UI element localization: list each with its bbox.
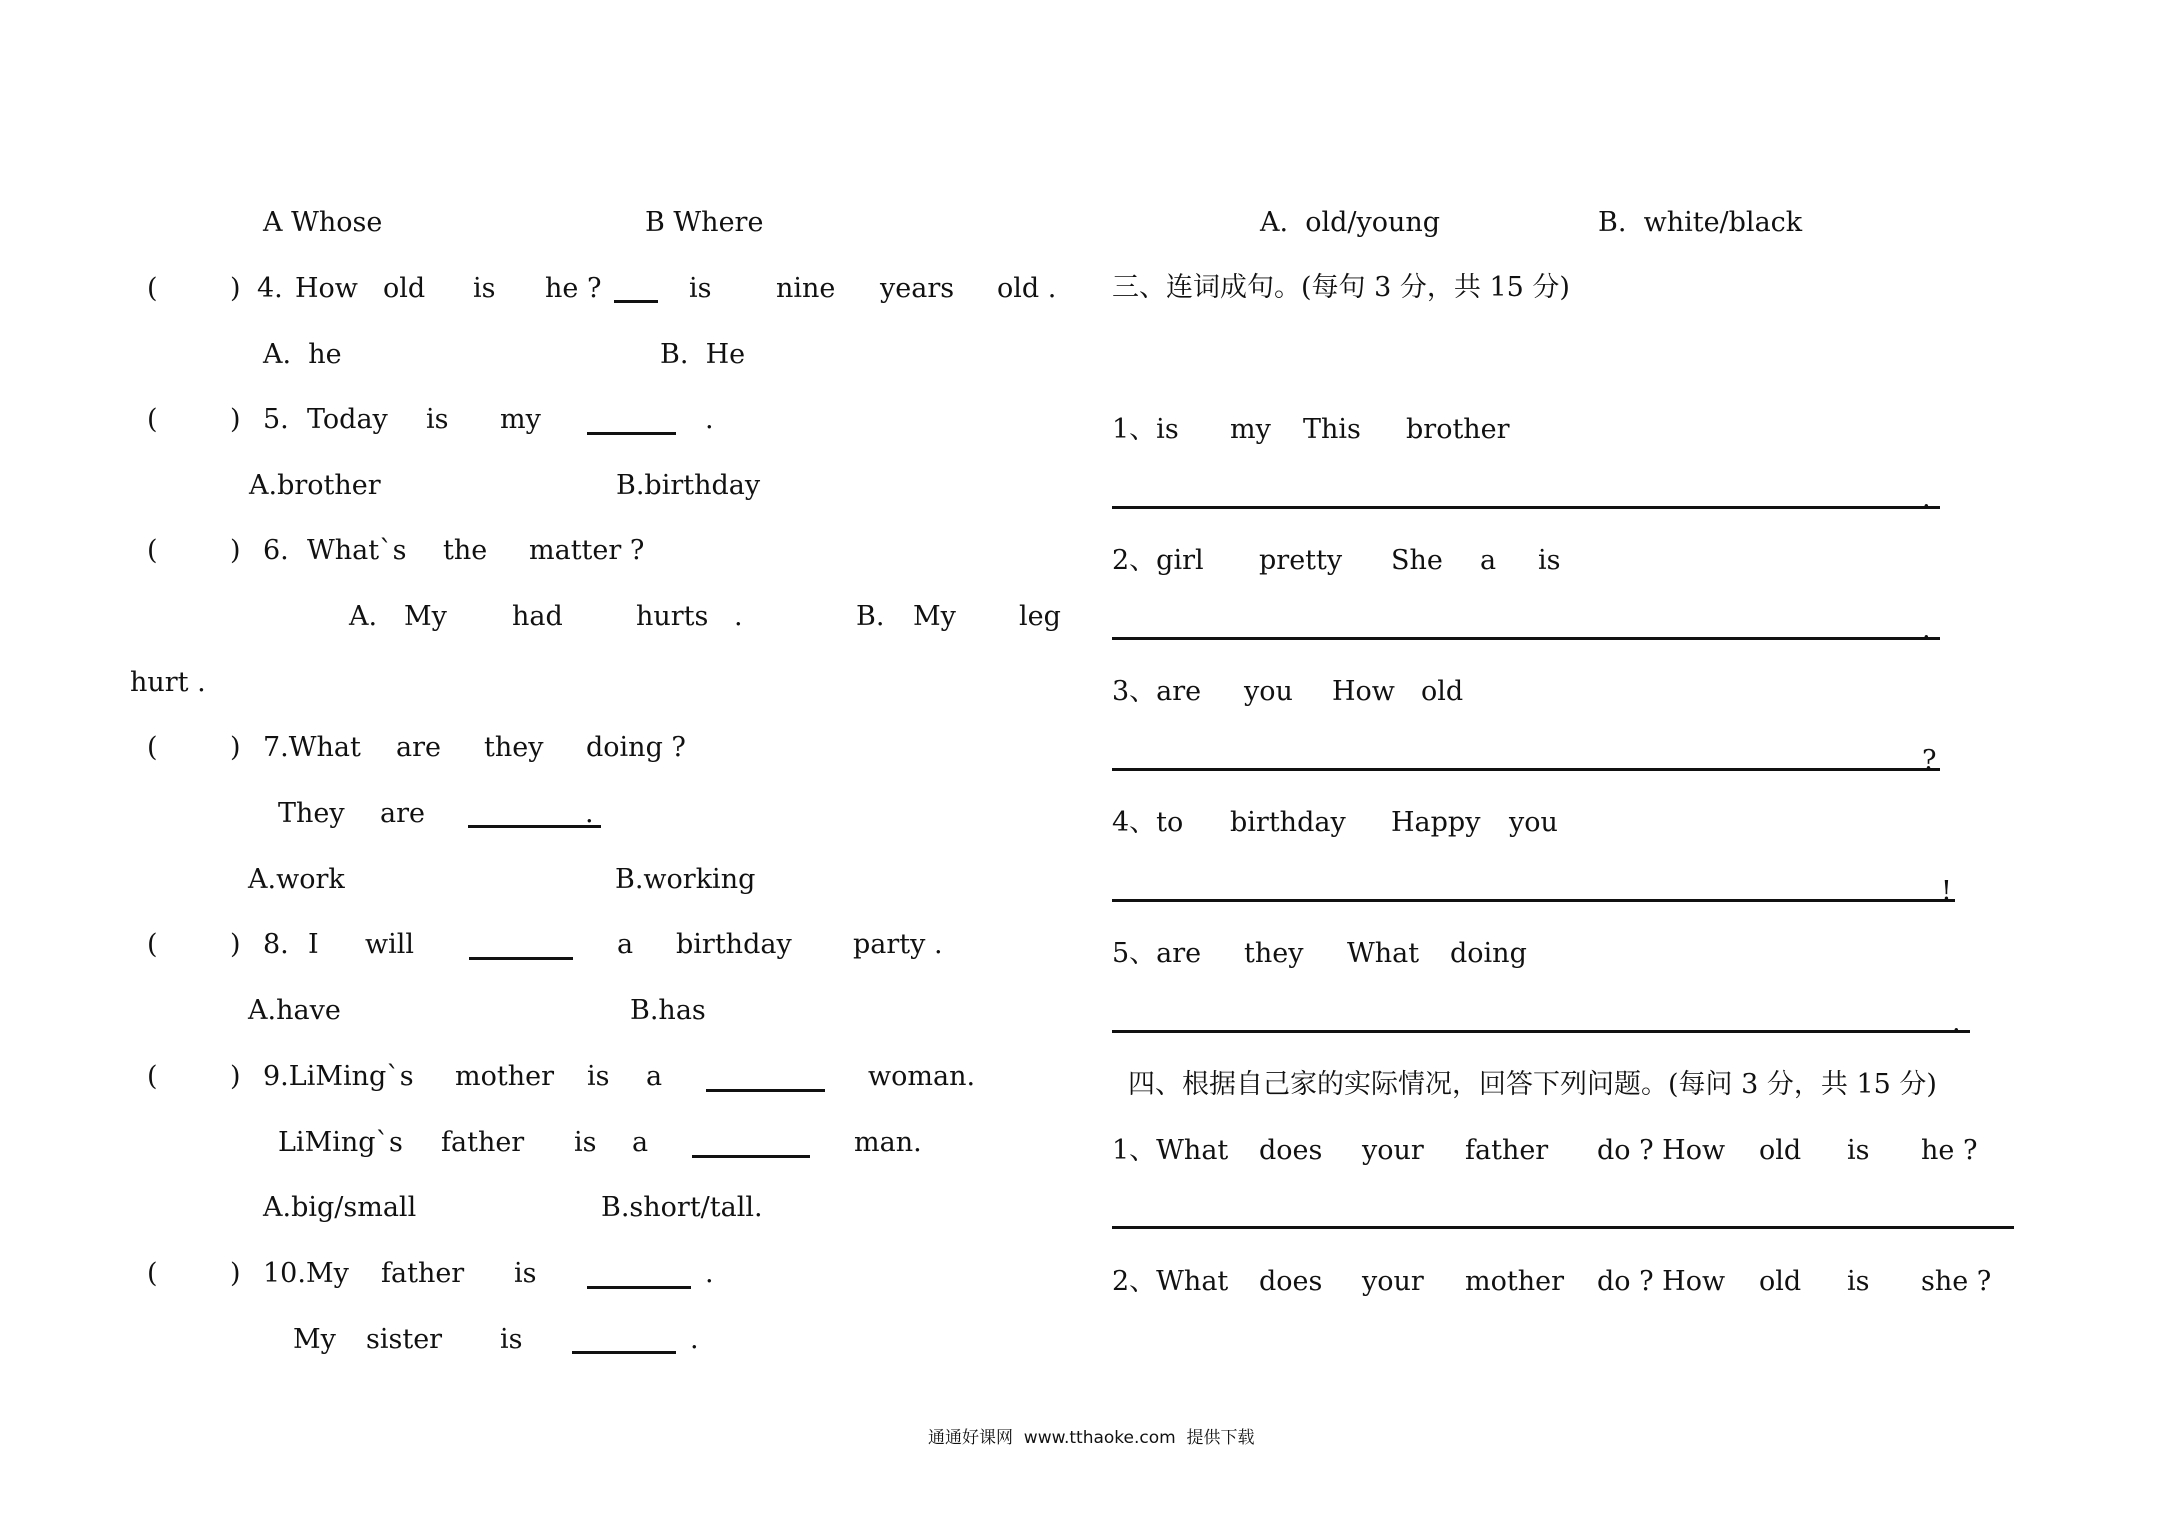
q3-option-b: B Where	[645, 207, 764, 238]
q9-option-a: A.big/small	[263, 1192, 417, 1223]
q8-option-a: A.have	[248, 995, 341, 1026]
q10-blank-2	[572, 1351, 676, 1354]
q6-paren-open: (	[147, 535, 158, 566]
q6-option-b-word: leg	[1019, 601, 1061, 632]
q8-word: I	[308, 929, 319, 960]
q10-num: 10.My	[263, 1258, 349, 1289]
q10-line2-word: My	[293, 1324, 336, 1355]
q9-word: is	[587, 1061, 610, 1092]
answer-line-3-end: ?	[1922, 745, 1937, 776]
q4-paren-close: )	[230, 273, 241, 304]
family-q1-word: your	[1362, 1135, 1424, 1166]
reorder-item-5-word: What	[1347, 938, 1420, 969]
reorder-item-2-word: a	[1480, 545, 1497, 576]
q10-word: father	[381, 1258, 465, 1289]
q9-blank-2	[692, 1155, 810, 1158]
family-q1-word: he ?	[1921, 1135, 1978, 1166]
reorder-item-5-num: 5、are	[1112, 938, 1202, 969]
q7-paren-open: (	[147, 732, 158, 763]
q8-paren-open: (	[147, 929, 158, 960]
reorder-item-5-word: doing	[1450, 938, 1527, 969]
reorder-item-4-word: Happy	[1391, 807, 1481, 838]
reorder-item-1-num: 1、is	[1112, 414, 1179, 445]
q10-end: .	[705, 1258, 714, 1289]
section-3-title: 三、连词成句。(每句 3 分，共 15 分)	[1112, 272, 1570, 303]
q9-paren-open: (	[147, 1061, 158, 1092]
q4-num: 4.	[257, 273, 283, 304]
q4-option-a: A. he	[263, 339, 342, 370]
q9-paren-close: )	[230, 1061, 241, 1092]
q8-option-b: B.has	[630, 995, 706, 1026]
answer-line-4	[1112, 899, 1955, 902]
reorder-item-2-word: She	[1391, 545, 1443, 576]
q6-option-a-word: .	[734, 601, 743, 632]
q7-option-b: B.working	[615, 864, 756, 895]
q4-word: How	[295, 273, 358, 304]
answer-line-4-end: !	[1941, 876, 1952, 907]
footer-source: 通通好课网 www.tthaoke.com 提供下载	[928, 1428, 1255, 1448]
family-q2-word: she ?	[1921, 1266, 1992, 1297]
q8-word: party .	[853, 929, 943, 960]
family-answer-line-1	[1112, 1226, 2014, 1229]
reorder-item-2-word: is	[1538, 545, 1561, 576]
reorder-item-1-word: This	[1303, 414, 1361, 445]
family-q1-word: do ? How	[1597, 1135, 1726, 1166]
answer-line-1-end: .	[1922, 483, 1931, 514]
reorder-item-2-num: 2、girl	[1112, 545, 1204, 576]
q9-num: 9.LiMing`s	[263, 1061, 414, 1092]
q4-word: is	[473, 273, 496, 304]
q4-blank	[614, 300, 658, 303]
q10-paren-close: )	[230, 1258, 241, 1289]
family-q2-word: is	[1847, 1266, 1870, 1297]
q9-line2-word: father	[441, 1127, 525, 1158]
q5-word: is	[426, 404, 449, 435]
q6-num: 6.	[263, 535, 289, 566]
q7-num: 7.What	[263, 732, 361, 763]
answer-line-5	[1112, 1030, 1970, 1033]
q6-word: the	[443, 535, 488, 566]
q7-word: are	[396, 732, 441, 763]
q10-paren-open: (	[147, 1258, 158, 1289]
q6-option-a-word: My	[404, 601, 447, 632]
q9-line2-word: a	[632, 1127, 649, 1158]
q10-line2-word: sister	[366, 1324, 443, 1355]
prev-q-option-a: A. old/young	[1260, 207, 1441, 238]
q6-option-a-word: hurts	[636, 601, 709, 632]
q10-line2-word: is	[500, 1324, 523, 1355]
q5-end: .	[705, 404, 714, 435]
family-q2-word: your	[1362, 1266, 1424, 1297]
q4-word: years	[880, 273, 955, 304]
q3-option-a: A Whose	[263, 207, 383, 238]
answer-line-2-end: .	[1922, 614, 1931, 645]
reorder-item-3-word: old	[1421, 676, 1464, 707]
q10-end-2: .	[690, 1324, 699, 1355]
family-q1-word: father	[1465, 1135, 1549, 1166]
answer-line-3	[1112, 768, 1940, 771]
answer-line-2	[1112, 637, 1940, 640]
q5-option-a: A.brother	[249, 470, 381, 501]
reorder-item-1-word: my	[1230, 414, 1271, 445]
q8-word: will	[365, 929, 415, 960]
q9-line2-word: is	[574, 1127, 597, 1158]
q6-word: What`s	[307, 535, 407, 566]
reorder-item-2-word: pretty	[1259, 545, 1343, 576]
reorder-item-5-word: they	[1244, 938, 1304, 969]
q5-word: Today	[307, 404, 388, 435]
q4-word: is	[689, 273, 712, 304]
reorder-item-1-word: brother	[1406, 414, 1510, 445]
q7-line2-word: They	[278, 798, 345, 829]
q6-option-b-word: My	[913, 601, 956, 632]
family-q1-word: old	[1759, 1135, 1802, 1166]
reorder-item-4-word: you	[1509, 807, 1558, 838]
q7-paren-close: )	[230, 732, 241, 763]
q4-word: he ?	[545, 273, 602, 304]
q7-end: .	[585, 798, 594, 829]
q5-paren-open: (	[147, 404, 158, 435]
family-q2-word: does	[1259, 1266, 1323, 1297]
q7-line2-word: are	[380, 798, 425, 829]
q8-blank	[469, 957, 573, 960]
section-4-title: 四、根据自己家的实际情况，回答下列问题。(每问 3 分，共 15 分)	[1128, 1069, 1937, 1100]
q9-word: a	[646, 1061, 663, 1092]
q5-option-b: B.birthday	[616, 470, 761, 501]
q6-continuation: hurt .	[130, 667, 206, 698]
q4-option-b: B. He	[660, 339, 746, 370]
q7-word: they	[484, 732, 544, 763]
reorder-item-3-num: 3、are	[1112, 676, 1202, 707]
family-q1-word: is	[1847, 1135, 1870, 1166]
family-q2-word: do ? How	[1597, 1266, 1726, 1297]
q9-end-1: woman.	[868, 1061, 976, 1092]
q4-word: old .	[997, 273, 1057, 304]
reorder-item-3-word: you	[1244, 676, 1293, 707]
q4-paren-open: (	[147, 273, 158, 304]
q9-word: mother	[455, 1061, 554, 1092]
answer-line-1	[1112, 506, 1940, 509]
family-q2-num: 2、What	[1112, 1266, 1229, 1297]
q6-paren-close: )	[230, 535, 241, 566]
q7-blank	[468, 825, 601, 828]
q8-paren-close: )	[230, 929, 241, 960]
q6-word: matter ?	[529, 535, 645, 566]
prev-q-option-b: B. white/black	[1598, 207, 1803, 238]
q9-end-2: man.	[854, 1127, 922, 1158]
q4-word: old	[383, 273, 426, 304]
reorder-item-4-word: birthday	[1230, 807, 1346, 838]
family-q1-word: does	[1259, 1135, 1323, 1166]
family-q2-word: old	[1759, 1266, 1802, 1297]
q10-word: is	[514, 1258, 537, 1289]
q6-option-a-label: A.	[349, 601, 378, 632]
q9-option-b: B.short/tall.	[601, 1192, 763, 1223]
q7-word: doing ?	[586, 732, 686, 763]
q8-word: birthday	[676, 929, 792, 960]
family-q2-word: mother	[1465, 1266, 1564, 1297]
family-q1-num: 1、What	[1112, 1135, 1229, 1166]
q7-option-a: A.work	[248, 864, 345, 895]
reorder-item-4-num: 4、to	[1112, 807, 1184, 838]
q9-blank-1	[706, 1089, 825, 1092]
q9-line2-word: LiMing`s	[278, 1127, 403, 1158]
q6-option-a-word: had	[512, 601, 563, 632]
q5-word: my	[500, 404, 541, 435]
q8-word: a	[617, 929, 634, 960]
q8-num: 8.	[263, 929, 289, 960]
q4-word: nine	[776, 273, 836, 304]
reorder-item-3-word: How	[1332, 676, 1395, 707]
q5-blank	[587, 432, 676, 435]
q6-option-b-label: B.	[856, 601, 885, 632]
q5-num: 5.	[263, 404, 289, 435]
q10-blank-1	[587, 1286, 691, 1289]
answer-line-5-end: .	[1952, 1007, 1961, 1038]
q5-paren-close: )	[230, 404, 241, 435]
